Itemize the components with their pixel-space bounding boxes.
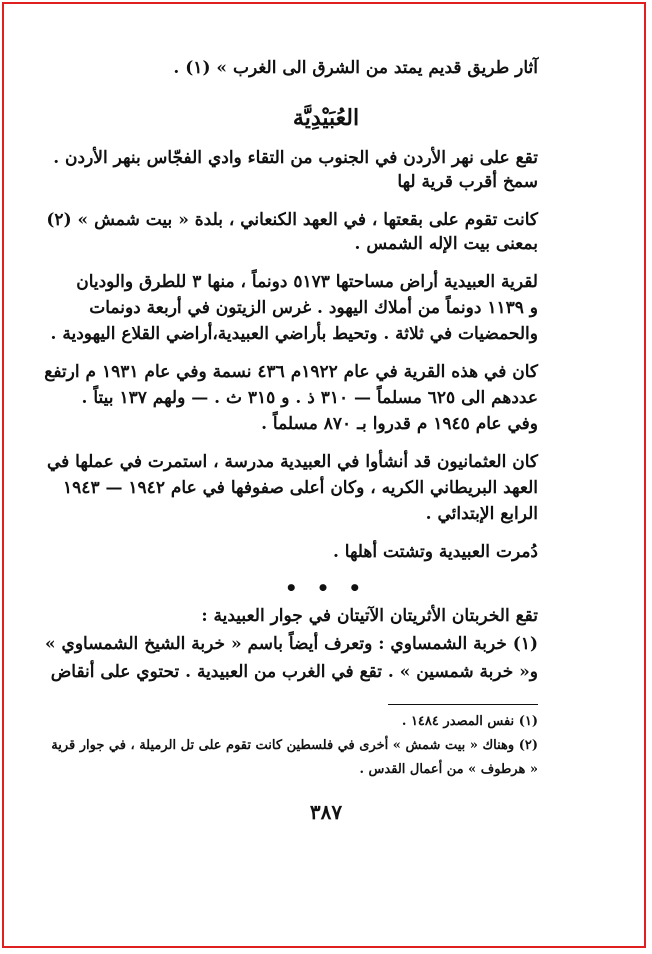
paragraph-2-line-1: كانت تقوم على بقعتها ، في العهد الكنعاني ، بلدة « بيت شمش » (٢)	[46, 210, 538, 230]
paragraph-3-line-2: و ١١٣٩ دونماً من أملاك اليهود . غرس الزيتون في أربعة دونمات	[89, 298, 538, 318]
footnote-1: (١) نفس المصدر ١٤٨٤ .	[401, 714, 538, 729]
page-number: ٣٨٧	[309, 800, 343, 824]
paragraph-5-line-1: كان العثمانيون قد أنشأوا في العبيدية مدرسة ، استمرت في عملها في	[46, 452, 538, 472]
paragraph-1-line-2: سمخ أقرب قرية لها	[397, 172, 538, 192]
paragraph-1-line-1: تقع على نهر الأردن في الجنوب من التقاء وادي الفجّاس بنهر الأردن .	[53, 148, 538, 168]
section-heading: العُبَيْدِيَّة	[292, 105, 360, 131]
paragraph-4-line-3: وفي عام ١٩٤٥ م قدروا بـ ٨٧٠ مسلماً .	[261, 414, 538, 434]
paragraph-3-line-3: والحمضيات في ثلاثة . وتحيط بأراضي العبيدية،أراضي القلاع اليهودية .	[50, 324, 538, 344]
paragraph-3-line-1: لقرية العبيدية أراض مساحتها ٥١٧٣ دونماً ، منها ٣ للطرق والوديان	[76, 272, 538, 292]
paragraph-5-line-3: الرابع الإبتدائي .	[425, 504, 538, 524]
document-page	[4, 4, 648, 950]
paragraph-6: دُمرت العبيدية وتشتت أهلها .	[332, 542, 538, 562]
paragraph-4-line-1: كان في هذه القرية في عام ١٩٢٢م ٤٣٦ نسمة وفي عام ١٩٣١ م ارتفع	[44, 362, 538, 382]
paragraph-7-line-2: (١) خربة الشمساوي : وتعرف أيضاً باسم « خربة الشيخ الشمساوي »	[44, 634, 538, 654]
section-separator: • • •	[284, 576, 368, 600]
page-frame	[2, 2, 646, 948]
paragraph-7-line-3: و« خربة شمسين » . تقع في الغرب من العبيدية . تحتوي على أنقاض	[50, 662, 538, 682]
paragraph-5-line-2: العهد البريطاني الكريه ، وكان أعلى صفوفها في عام ١٩٤٢ — ١٩٤٣	[63, 478, 538, 498]
footnote-divider	[388, 704, 538, 705]
footnote-2-line-1: (٢) وهناك « بيت شمش » أخرى في فلسطين كانت تقوم على تل الرميلة ، في جوار قرية	[51, 738, 538, 753]
paragraph-2-line-2: بمعنى بيت الإله الشمس .	[354, 234, 538, 254]
paragraph-7-line-1: تقع الخربتان الأثريتان الآتيتان في جوار العبيدية :	[201, 606, 538, 626]
paragraph-4-line-2: عددهم الى ٦٢٥ مسلماً — ٣١٠ ذ . و ٣١٥ ث . — ولهم ١٣٧ بيتاً .	[81, 388, 538, 408]
top-line: آثار طريق قديم يمتد من الشرق الى الغرب » (١) .	[173, 58, 538, 78]
footnote-2-line-2: « هرطوف » من أعمال القدس .	[359, 762, 538, 777]
